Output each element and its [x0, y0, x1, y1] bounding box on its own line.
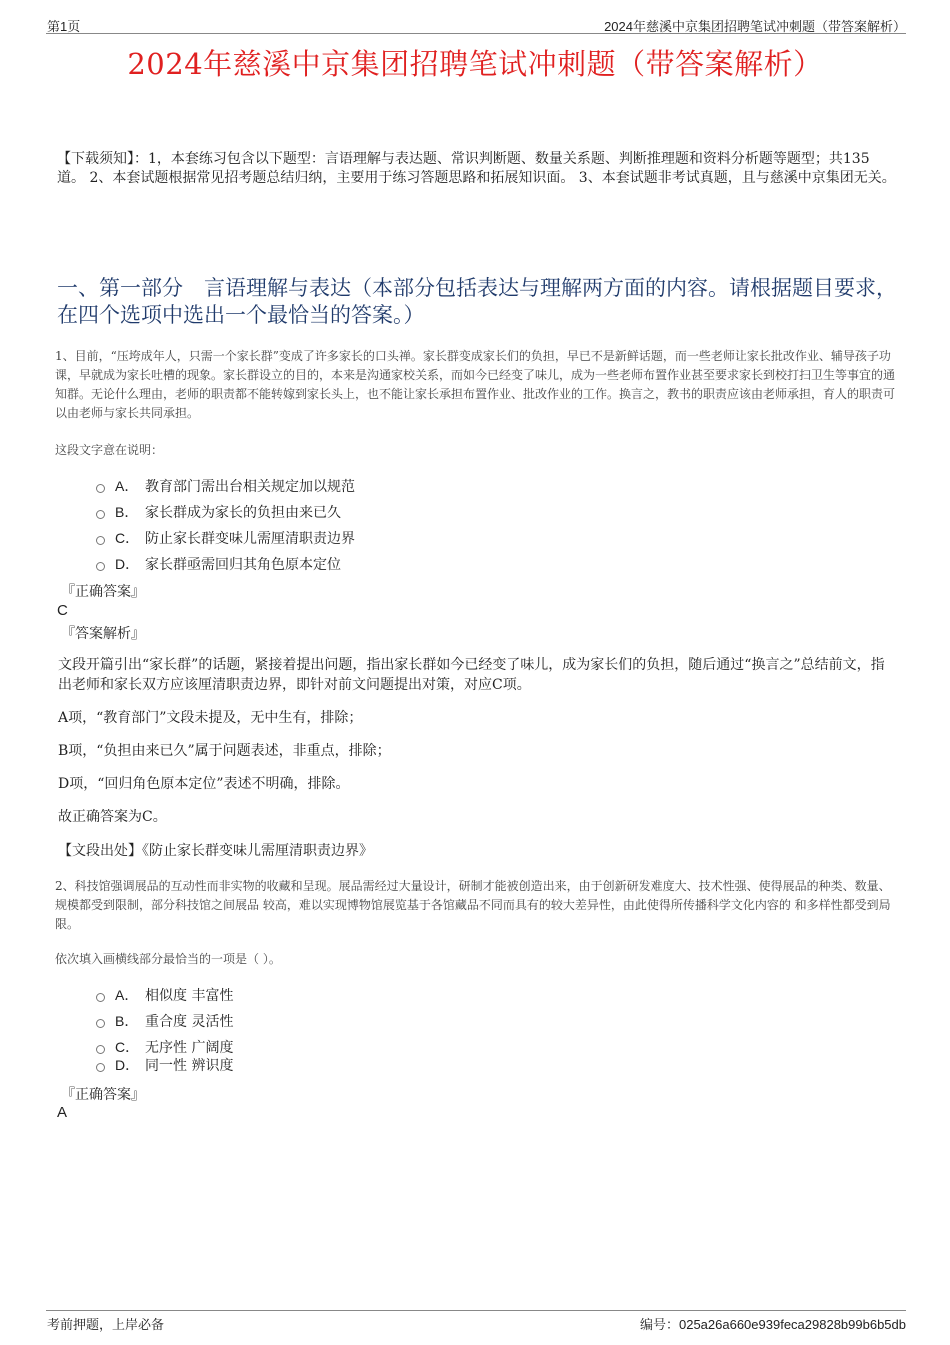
option-text: 同一性 辨识度 [145, 1058, 234, 1074]
page-number: 第1页 [47, 19, 81, 34]
footer-code-value: 025a26a660e939feca29828b99b6b5db [678, 1317, 906, 1332]
q1-explain-b: B项，“负担由来已久”属于问题表述，非重点，排除； [58, 743, 391, 759]
radio-icon[interactable] [96, 1063, 105, 1072]
option-text: 无序性 广阔度 [145, 1040, 234, 1056]
radio-icon[interactable] [96, 993, 105, 1002]
radio-icon[interactable] [96, 484, 105, 493]
q1-analysis-label: 『答案解析』 [61, 626, 145, 642]
option-letter: C． [115, 530, 140, 546]
header-divider [46, 33, 906, 34]
option-text: 防止家长群变味儿需厘清职责边界 [145, 531, 355, 547]
q1-option-a[interactable] [96, 476, 355, 496]
q1-source: 【文段出处】《防止家长群变味儿需厘清职责边界》 [58, 843, 373, 859]
q2-option-a[interactable] [96, 985, 233, 1005]
q1-explain-d: D项，“回归角色原本定位”表述不明确，排除。 [58, 776, 350, 792]
q2-answer: A [57, 1104, 68, 1121]
option-text: 相似度 丰富性 [145, 988, 234, 1004]
q1-analysis-text: 文段开篇引出“家长群”的话题，紧接着提出问题，指出家长群如今已经变了味儿，成为家长们的负担，随后通过“换言之”总结前文，指出老师和家长双方应该厘清职责边界，即针对前文问题提出对策，对应C项。 [58, 657, 885, 693]
q1-answer: C [57, 602, 68, 619]
option-text: 教育部门需出台相关规定加以规范 [145, 479, 355, 495]
q2-option-d[interactable] [96, 1055, 233, 1075]
q2-option-c[interactable] [96, 1037, 233, 1057]
option-text: 家长群成为家长的负担由来已久 [145, 505, 341, 521]
question-2-text: 2、科技馆强调展品的互动性而非实物的收藏和呈现。展品需经过大量设计，研制才能被创造出来，由于创新研发难度大、技术性强、使得展品的种类、数量、规模都受到限制，部分科技馆之间展品 较高，难以实现博物馆展览基于各馆藏品不同而具有的较大差异性，由此使得所传播科学文化内容的 和多样性都受到局限。 [55, 879, 891, 931]
q1-option-b[interactable] [96, 502, 341, 522]
radio-icon[interactable] [96, 510, 105, 519]
q2-option-b[interactable] [96, 1011, 233, 1031]
option-letter: D． [115, 1057, 140, 1073]
question-1-prompt: 这段文字意在说明： [55, 443, 164, 457]
option-text: 重合度 灵活性 [145, 1014, 234, 1030]
q1-answer-label: 『正确答案』 [61, 584, 145, 600]
footer-code-label: 编号： [639, 1317, 679, 1332]
option-text: 家长群亟需回归其角色原本定位 [145, 557, 341, 573]
question-1-text: 1、目前，“压垮成年人，只需一个家长群”变成了许多家长的口头禅。家长群变成家长们的负担，早已不是新鲜话题，而一些老师让家长批改作业、辅导孩子功课，早就成为家长吐槽的现象。家长群设立的目的，本来是沟通家校关系，而如今已经变了味儿，成为一些老师布置作业甚至要求家长到校打扫卫生等事宜的通知群。无论什么理由，老师的职责都不能转嫁到家长头上，也不能让家长承担布置作业、批改作业的工作。换言之，教书的职责应该由老师承担，育人的职责可以由老师与家长共同承担。 [55, 349, 896, 420]
option-letter: B． [115, 504, 139, 520]
question-2-prompt: 依次填入画横线部分最恰当的一项是（ ）。 [55, 952, 281, 966]
footer-divider [46, 1310, 906, 1311]
q1-option-c[interactable] [96, 528, 355, 548]
radio-icon[interactable] [96, 562, 105, 571]
q1-option-d[interactable] [96, 554, 341, 574]
footer-code [640, 1314, 906, 1333]
section-heading: 一、第一部分 言语理解与表达（本部分包括表达与理解两方面的内容。请根据题目要求，在四个选项中选出一个最恰当的答案。） [57, 276, 897, 327]
q2-answer-label: 『正确答案』 [61, 1087, 145, 1103]
download-notice: 【下载须知】：1，本套练习包含以下题型：言语理解与表达题、常识判断题、数量关系题、判断推理题和资料分析题等题型；共135道。 2、本套试题根据常见招考题总结归纳，主要用于练习答题思路和拓展知识面。 3、本套试题非考试真题，且与慈溪中京集团无关。 [57, 151, 896, 186]
option-letter: B． [115, 1013, 139, 1029]
document-title: 2024年慈溪中京集团招聘笔试冲刺题（带答案解析） [127, 47, 823, 81]
option-letter: A． [115, 478, 139, 494]
radio-icon[interactable] [96, 1019, 105, 1028]
q1-explain-a: A项，“教育部门”文段未提及，无中生有，排除； [58, 710, 363, 726]
radio-icon[interactable] [96, 1045, 105, 1054]
option-letter: D． [115, 556, 140, 572]
footer-slogan: 考前押题，上岸必备 [47, 1317, 165, 1332]
q1-conclusion: 故正确答案为C。 [58, 809, 167, 825]
option-letter: A． [115, 987, 139, 1003]
running-header-title: 2024年慈溪中京集团招聘笔试冲刺题（带答案解析） [604, 19, 906, 34]
option-letter: C． [115, 1039, 140, 1055]
radio-icon[interactable] [96, 536, 105, 545]
